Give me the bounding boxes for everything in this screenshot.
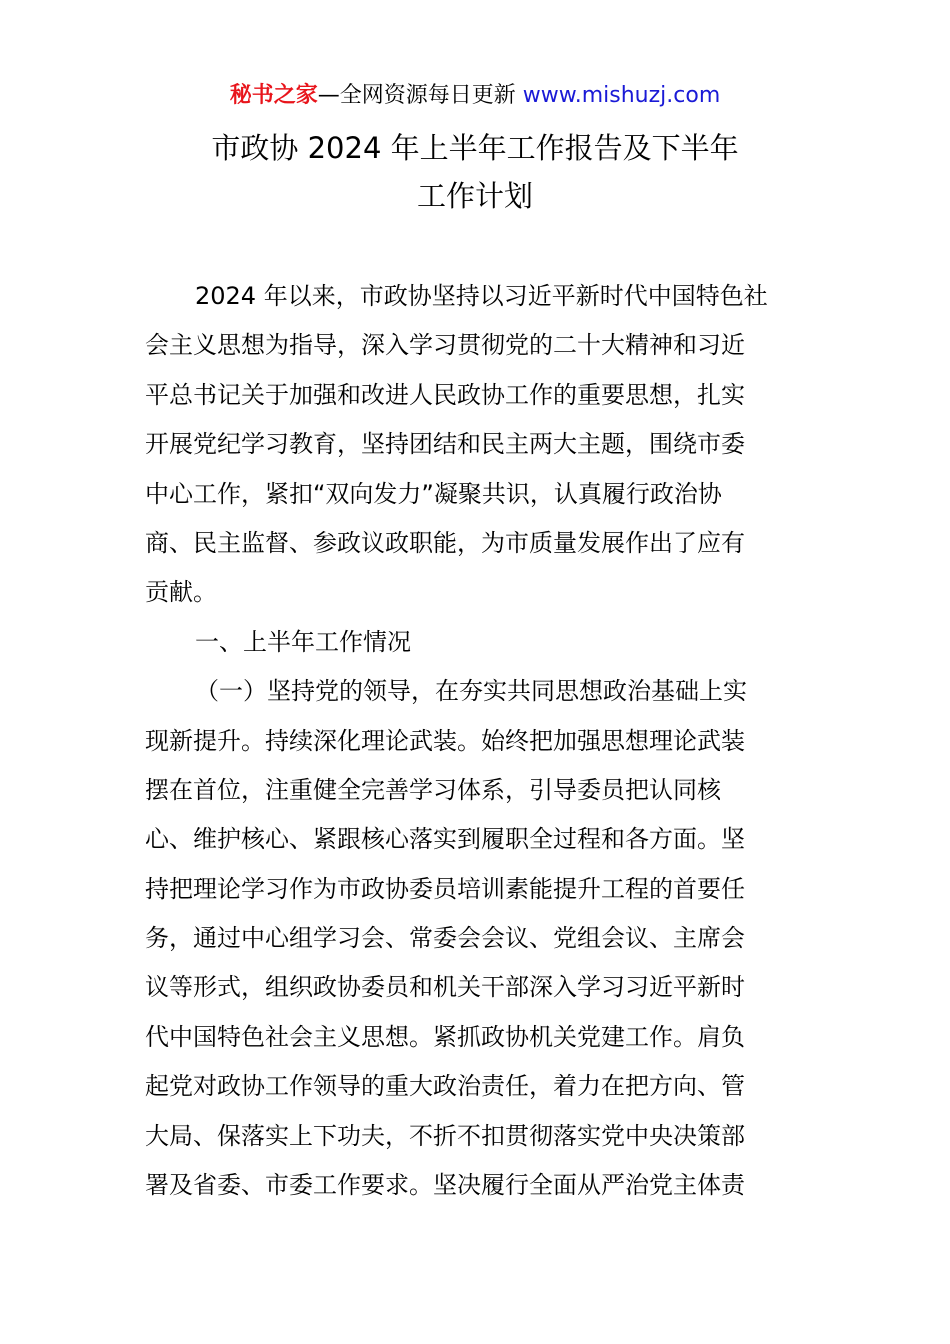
paragraph-line: 贡献。 — [145, 578, 217, 607]
paragraph-line: 大局、保落实上下功夫，不折不扣贯彻落实党中央决策部 — [145, 1121, 745, 1150]
paragraph-line: 现新提升。持续深化理论武装。始终把加强思想理论武装 — [145, 726, 745, 755]
paragraph-line: 商、民主监督、参政议政职能，为市质量发展作出了应有 — [145, 528, 745, 557]
site-header — [0, 80, 950, 112]
paragraph-line: 中心工作，紧扣“双向发力”凝聚共识，认真履行政治协 — [145, 479, 722, 508]
paragraph-line: 心、维护核心、紧跟核心落实到履职全过程和各方面。坚 — [145, 825, 745, 854]
header-tagline: —全网资源每日更新 — [317, 83, 523, 108]
document-title-line-1: 市政协 2024 年上半年工作报告及下半年 — [211, 131, 739, 165]
paragraph-line: 起党对政协工作领导的重大政治责任，着力在把方向、管 — [145, 1072, 745, 1101]
paragraph-line: 2024 年以来，市政协坚持以习近平新时代中国特色社 — [195, 282, 768, 310]
brand-name: 秘书之家 — [229, 83, 318, 108]
paragraph-line: 平总书记关于加强和改进人民政协工作的重要思想，扎实 — [145, 380, 745, 409]
paragraph-line: 议等形式，组织政协委员和机关干部深入学习习近平新时 — [145, 973, 745, 1002]
document-body — [145, 272, 810, 1210]
paragraph-line: 代中国特色社会主义思想。紧抓政协机关党建工作。肩负 — [145, 1022, 745, 1051]
paragraph-line: 持把理论学习作为市政协委员培训素能提升工程的首要任 — [145, 874, 745, 903]
section-heading: 一、上半年工作情况 — [195, 627, 411, 656]
site-url-link[interactable]: www.mishuzj.com — [522, 83, 721, 108]
paragraph-line: 摆在首位，注重健全完善学习体系，引导委员把认同核 — [145, 775, 721, 804]
paragraph-line: （一）坚持党的领导，在夯实共同思想政治基础上实 — [195, 677, 747, 706]
paragraph-line: 会主义思想为指导，深入学习贯彻党的二十大精神和习近 — [145, 331, 745, 360]
paragraph-line: 务，通过中心组学习会、常委会会议、党组会议、主席会 — [145, 924, 745, 953]
paragraph-line: 开展党纪学习教育，坚持团结和民主两大主题，围绕市委 — [145, 430, 745, 459]
paragraph-line: 署及省委、市委工作要求。坚决履行全面从严治党主体责 — [145, 1171, 745, 1200]
document-title-line-2: 工作计划 — [416, 179, 533, 213]
